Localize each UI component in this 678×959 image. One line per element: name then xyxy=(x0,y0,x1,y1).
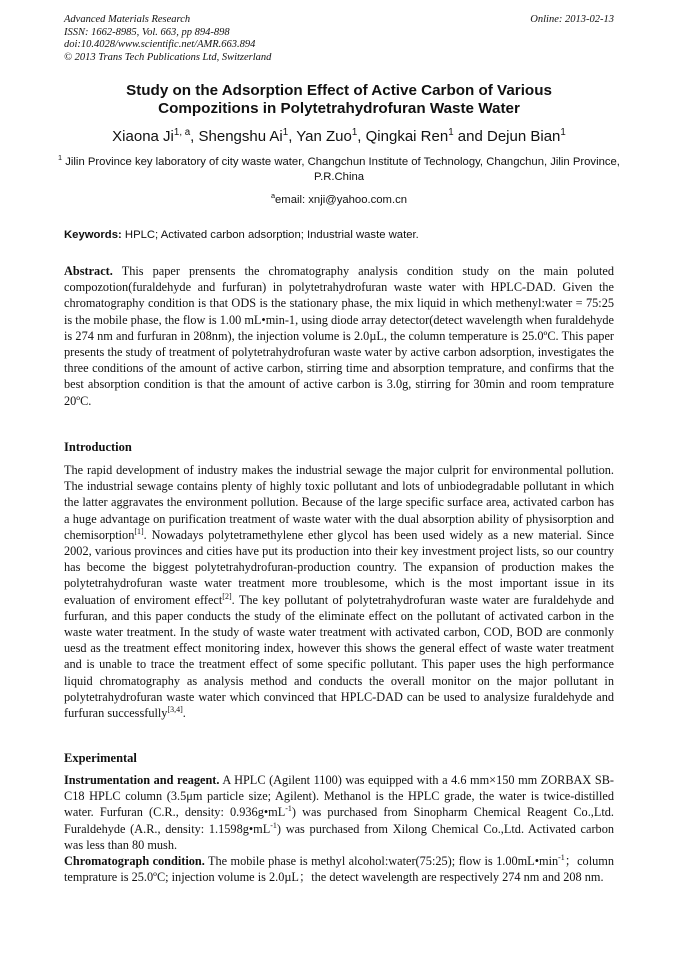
online-date: Online: 2013-02-13 xyxy=(530,14,614,25)
issn: ISSN: 1662-8985, Vol. 663, pp 894-898 xyxy=(64,26,230,38)
affiliation xyxy=(52,155,626,185)
abstract-label: Abstract. xyxy=(64,264,113,278)
citation: [1] xyxy=(134,526,144,536)
author-list xyxy=(50,128,628,145)
chromatograph-label: Chromatograph condition. xyxy=(64,854,205,869)
author: Shengshu Ai$^1$, xyxy=(198,127,297,145)
email-text: email: xnji@yahoo.com.cn xyxy=(275,194,408,206)
abstract xyxy=(64,263,614,409)
paper-title xyxy=(64,82,614,118)
citation: [2] xyxy=(222,591,232,601)
doi: doi:10.4028/www.scientific.net/AMR.663.894 xyxy=(64,39,256,50)
title-line-1: Study on the Adsorption Effect of Active Carbon of Various xyxy=(126,82,552,99)
affiliation-marker: 1 xyxy=(58,153,63,163)
email-marker: a xyxy=(270,191,276,201)
journal-name: Advanced Materials Research xyxy=(64,14,191,25)
author: Xiaona Ji$^{1, a}$, xyxy=(112,127,199,145)
experimental-heading: Experimental xyxy=(64,751,137,765)
author: Dejun Bian$^1$ xyxy=(487,127,566,145)
copyright: © 2013 Trans Tech Publications Ltd, Switzerland xyxy=(64,51,272,63)
introduction-heading: Introduction xyxy=(64,440,132,454)
instrumentation-paragraph: Instrumentation and reagent. A HPLC (Agilent 1100) was equipped with a 4.6 mm×150 mm ZORBAX SB-C18 HPLC column (3.5μm particle size; Agilent). Methanol is the HPLC grade, the water is twice-distilled water. Furfuran (C.R., density: $0.936g•mL^{-1}$) was purchased from Sinopharm Chemical Reagent Co.,Ltd. Furaldehyde (A.R., density: $1.1598g•mL^{-1}$) was purchased from Xilong Chemical Co.,Ltd. Activated carbon was less than 80 mush. xyxy=(64,773,615,852)
keywords-label: Keywords: xyxy=(64,229,122,241)
introduction-body: The rapid development of industry makes the industrial sewage the major culprit for environmental pollution. The industrial sewage contains plenty of highly toxic pollutant and lots of unbiodegradable pollutant in which the latter aggravates the environment pollution. Because of the large specific surface area, activated carbon has a huge advantage on purification treatment of waste water with the dual absorption ability of physisorption and chemisorption[1]. Nowadays polytetramethylene ether glycol has been used widely as a new material. Since 2002, various provinces and cities have put its production into their key investment project lists, so our country has become the biggest polytetrahydrofuran-production country. The expansion of production makes the polytetrahydrofuran waste water treatment more troublesome, which is the most important issue in its evaluation of enviroment effect[2]. The key pollutant of polytetrahydrofuran waste water are furaldehyde and furfuran, and this paper conducts the study of the eliminate effect on the pollutant of activated carbon in the waste water treatment. In the study of waste water treatment with activated carbon, COD, BOD are conmonly uesd as the treatment effect monitoring index, however this shows the general effect of waste water treatment and is unable to trace the treatment effect of some specific pollutant. This paper uses the high performance liquid chromatography as analysis method and conducts the overall monitor on the major pollutant in polytetrahydrofuran waste water which convinced that HPLC-DAD can be used to analysize furaldehyde and furfuran successfully[3,4]. xyxy=(64,463,614,721)
abstract-text: This paper prensents the chromatography analysis condition study on the main poluted compozotion(furaldehyde and furfuran) in polytetrahydrofuran waste water with HPLC-DAD. Given the chromatography condition is that ODS is the stationary phase, the mix liquid in which methenyl:water = 75:25 is the mobile phase, the flow is 1.00 mL•min-1, using diode array detector(detect wavelength when furaldehyde is 274 nm and furfuran in 208nm), the injection volume is 2.0µL, the column temperature is 25.0ºC. This paper presents the study of treatment of polytetrahydrofuran waste water by active carbon adsorption, investigates the three conditions of the amount of active carbon, stirring time and absorption temprature, and confirms that the best absorption condition is that the amount of active carbon is 3.0g, stirring for 30min and room temprature 20ºC. xyxy=(64,264,615,408)
author: Qingkai Ren$^1$ and xyxy=(365,127,487,145)
keywords-text: HPLC; Activated carbon adsorption; Industrial waste water. xyxy=(124,229,419,241)
experimental-body xyxy=(64,772,614,885)
journal-info xyxy=(64,14,271,64)
title-line-2: Compozitions in Polytetrahydrofuran Waste Water xyxy=(158,100,520,117)
citation: [3,4] xyxy=(167,704,183,714)
author-email xyxy=(64,191,614,206)
affiliation-text: Jilin Province key laboratory of city waste water, Changchun Institute of Technology, Changchun, Jilin Province, P.R.China xyxy=(65,156,620,183)
author: Yan Zuo$^1$, xyxy=(296,127,366,145)
keywords xyxy=(64,229,614,241)
chromatograph-paragraph: Chromatograph condition. The mobile phase is methyl alcohol:water(75:25); flow is $1.00mL•\min^{-1}$；column temprature is 25.0ºC; injection volume is 2.0µL；the detect wavelength are respectively 274 nm and 208 nm. xyxy=(64,852,614,885)
instrumentation-label: Instrumentation and reagent. xyxy=(64,773,220,787)
